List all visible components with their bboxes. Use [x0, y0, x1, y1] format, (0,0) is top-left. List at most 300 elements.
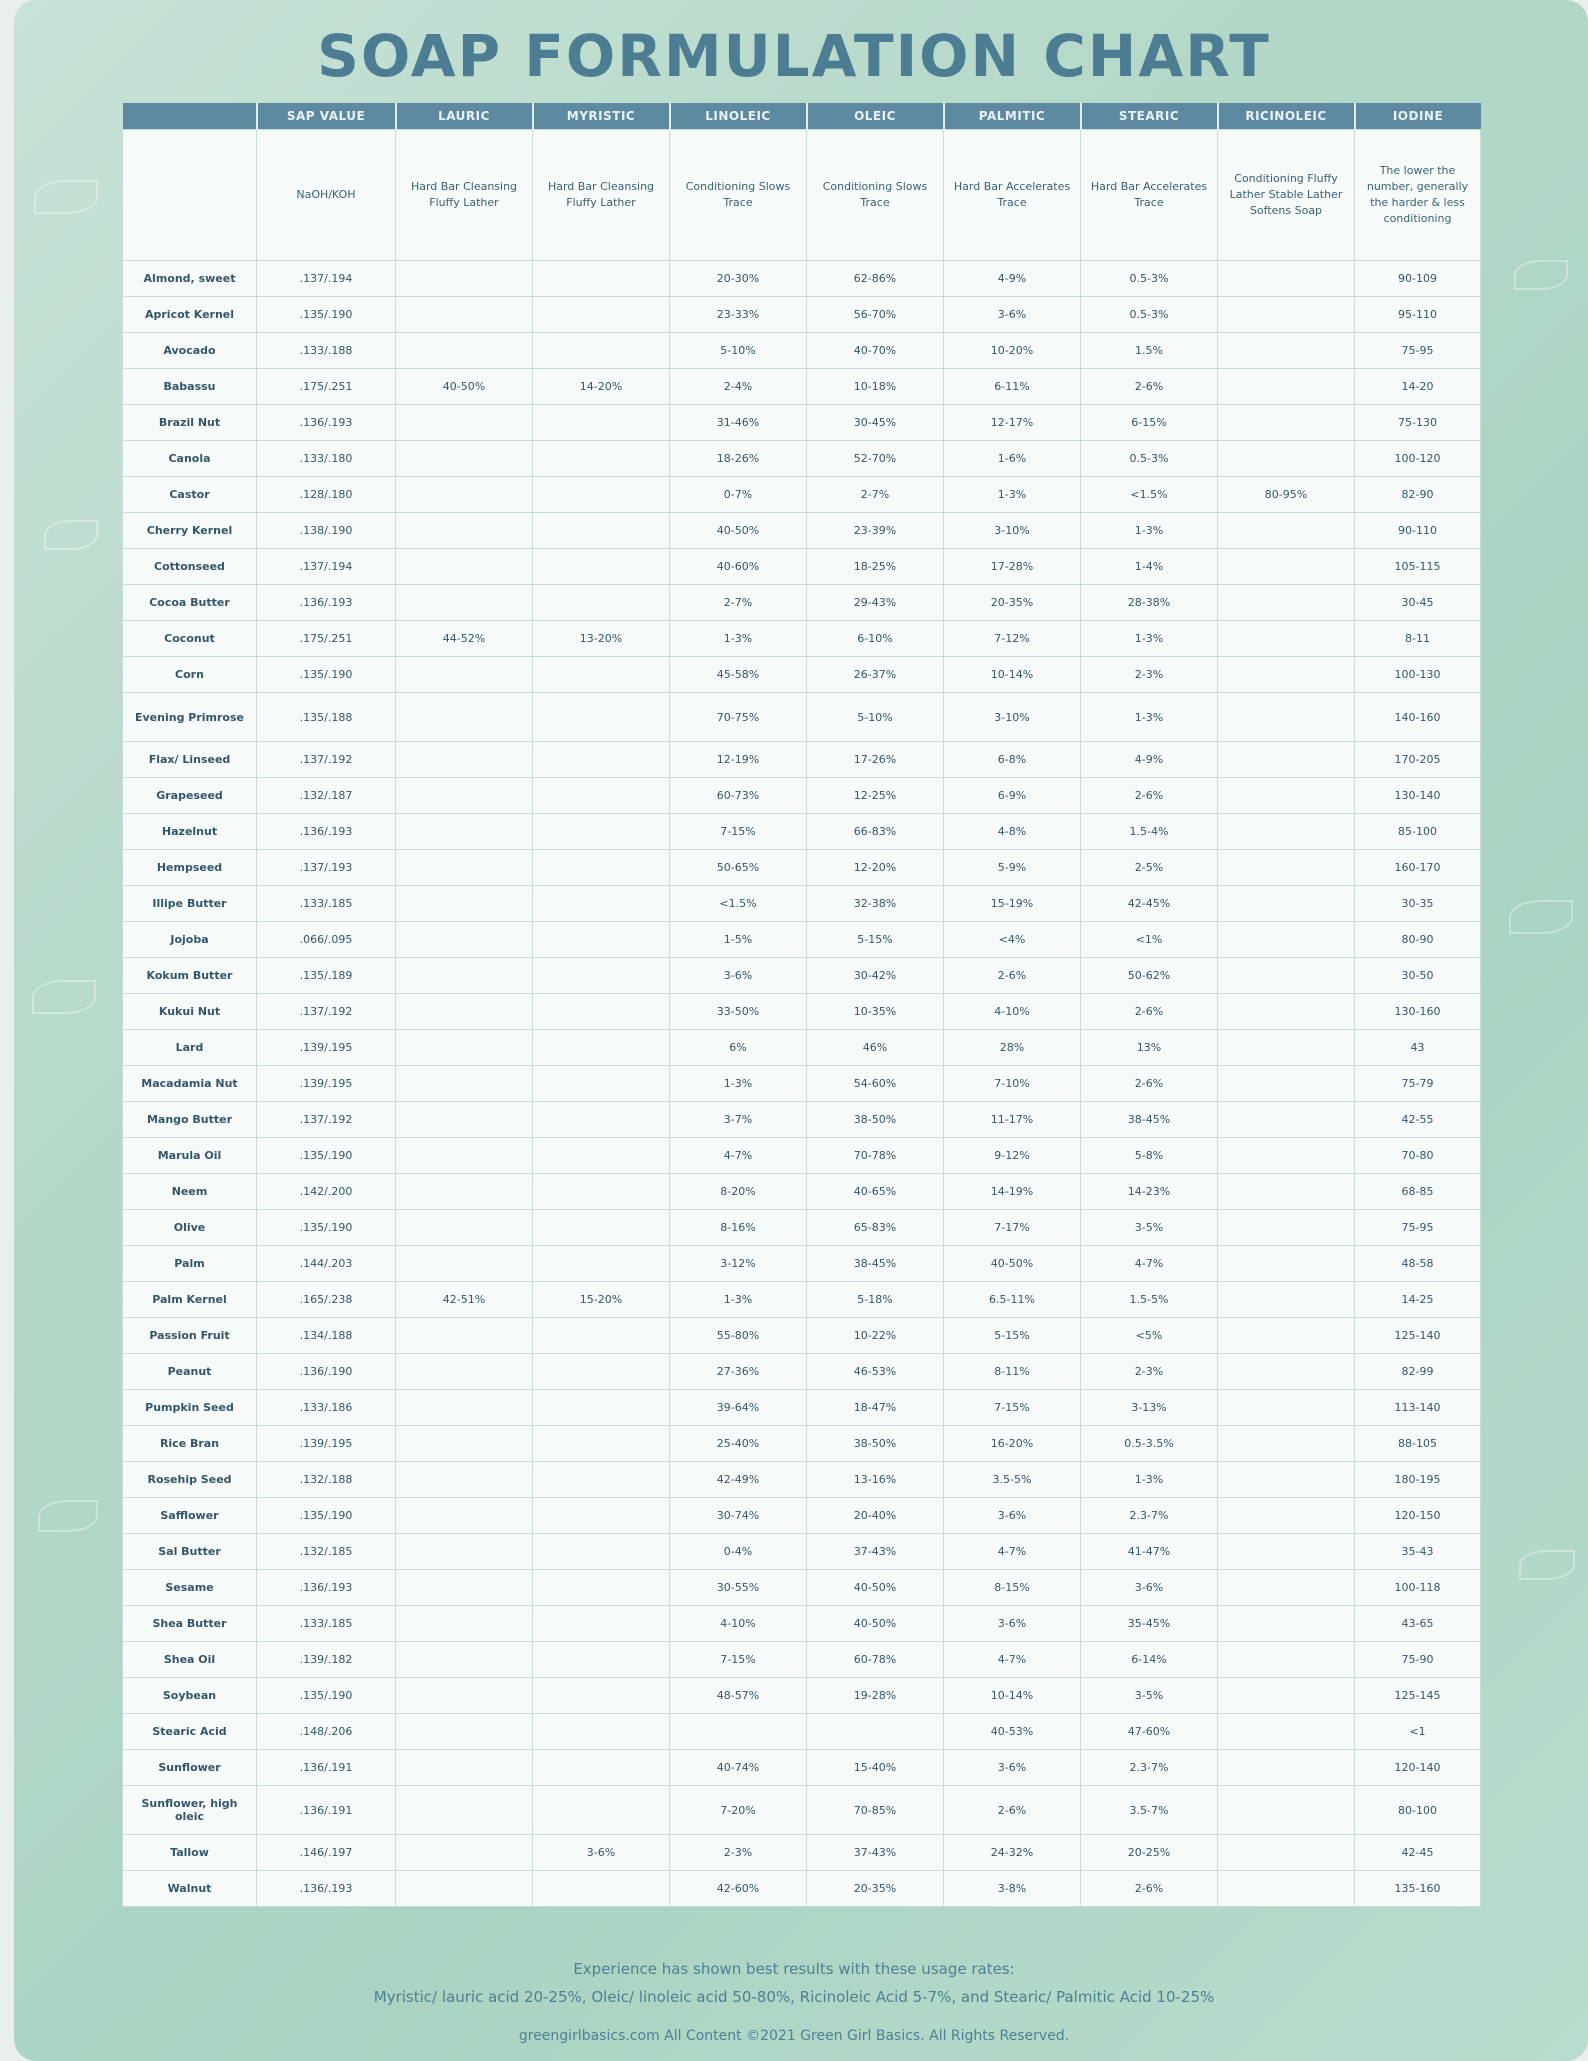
value-cell: .138/.190 — [257, 513, 396, 549]
formulation-table — [122, 103, 1481, 1907]
value-cell — [1218, 1138, 1355, 1174]
leaf-decoration — [38, 1500, 98, 1532]
value-cell — [533, 886, 670, 922]
value-cell: 9-12% — [944, 1138, 1081, 1174]
description-cell: Conditioning Slows Trace — [670, 130, 807, 261]
value-cell: 5-15% — [944, 1318, 1081, 1354]
value-cell: 13% — [1081, 1030, 1218, 1066]
value-cell: 30-45% — [807, 405, 944, 441]
value-cell: 46% — [807, 1030, 944, 1066]
value-cell: 28% — [944, 1030, 1081, 1066]
value-cell — [533, 297, 670, 333]
value-cell: .133/.186 — [257, 1390, 396, 1426]
value-cell: 7-20% — [670, 1786, 807, 1835]
value-cell — [396, 333, 533, 369]
value-cell — [396, 1750, 533, 1786]
value-cell: 1.5-5% — [1081, 1282, 1218, 1318]
oil-name-cell: Evening Primrose — [123, 693, 257, 742]
value-cell — [396, 405, 533, 441]
oil-name-cell: Shea Butter — [123, 1606, 257, 1642]
leaf-decoration — [1519, 1550, 1575, 1580]
value-cell: .139/.195 — [257, 1030, 396, 1066]
value-cell: 75-95 — [1355, 333, 1481, 369]
value-cell: 24-32% — [944, 1835, 1081, 1871]
value-cell: 125-140 — [1355, 1318, 1481, 1354]
value-cell: .137/.193 — [257, 850, 396, 886]
value-cell: 7-17% — [944, 1210, 1081, 1246]
value-cell: 13-16% — [807, 1462, 944, 1498]
value-cell: 3-6% — [1081, 1570, 1218, 1606]
value-cell — [396, 1534, 533, 1570]
value-cell: 80-90 — [1355, 922, 1481, 958]
value-cell — [533, 585, 670, 621]
value-cell: 2-6% — [944, 958, 1081, 994]
value-cell: 5-10% — [807, 693, 944, 742]
table-row — [123, 1835, 1481, 1871]
value-cell: .137/.192 — [257, 742, 396, 778]
table-row — [123, 405, 1481, 441]
value-cell: 20-30% — [670, 261, 807, 297]
value-cell — [396, 1786, 533, 1835]
value-cell — [1218, 1714, 1355, 1750]
value-cell: 30-55% — [670, 1570, 807, 1606]
value-cell: .135/.190 — [257, 1678, 396, 1714]
value-cell — [396, 1030, 533, 1066]
value-cell: 38-50% — [807, 1102, 944, 1138]
value-cell: .136/.193 — [257, 814, 396, 850]
value-cell: 42-45 — [1355, 1835, 1481, 1871]
value-cell: 12-25% — [807, 778, 944, 814]
oil-name-cell: Apricot Kernel — [123, 297, 257, 333]
value-cell: 33-50% — [670, 994, 807, 1030]
value-cell — [1218, 1210, 1355, 1246]
value-cell — [1218, 1066, 1355, 1102]
value-cell: 2-7% — [807, 477, 944, 513]
oil-name-cell: Avocado — [123, 333, 257, 369]
value-cell — [533, 1390, 670, 1426]
value-cell — [396, 1102, 533, 1138]
value-cell: 30-45 — [1355, 585, 1481, 621]
table-row — [123, 994, 1481, 1030]
leaf-decoration — [44, 520, 98, 550]
description-cell — [123, 130, 257, 261]
value-cell: .142/.200 — [257, 1174, 396, 1210]
table-row — [123, 1606, 1481, 1642]
value-cell — [396, 1642, 533, 1678]
footer-usage-rates: Myristic/ lauric acid 20-25%, Oleic/ linoleic acid 50-80%, Ricinoleic Acid 5-7%, and Stearic/ Palmitic Acid 10-25% — [373, 1988, 1215, 2006]
value-cell: 4-7% — [1081, 1246, 1218, 1282]
value-cell: 1-3% — [1081, 1462, 1218, 1498]
value-cell: 0.5-3% — [1081, 297, 1218, 333]
oil-name-cell: Palm Kernel — [123, 1282, 257, 1318]
value-cell — [396, 742, 533, 778]
value-cell: 15-40% — [807, 1750, 944, 1786]
table-row — [123, 297, 1481, 333]
value-cell — [533, 994, 670, 1030]
value-cell: 75-130 — [1355, 405, 1481, 441]
oil-name-cell: Pumpkin Seed — [123, 1390, 257, 1426]
value-cell — [533, 1318, 670, 1354]
value-cell: 40-50% — [807, 1570, 944, 1606]
table-row — [123, 1138, 1481, 1174]
table-row — [123, 1066, 1481, 1102]
table-row — [123, 1534, 1481, 1570]
column-header: LINOLEIC — [670, 103, 807, 130]
value-cell: 75-90 — [1355, 1642, 1481, 1678]
value-cell: 5-10% — [670, 333, 807, 369]
table-row — [123, 814, 1481, 850]
value-cell: 3-6% — [944, 297, 1081, 333]
value-cell: 6-10% — [807, 621, 944, 657]
value-cell — [1218, 1354, 1355, 1390]
value-cell: 52-70% — [807, 441, 944, 477]
value-cell — [396, 693, 533, 742]
value-cell — [807, 1714, 944, 1750]
table-row — [123, 513, 1481, 549]
value-cell — [396, 814, 533, 850]
value-cell — [1218, 1750, 1355, 1786]
value-cell: 88-105 — [1355, 1426, 1481, 1462]
value-cell: 70-85% — [807, 1786, 944, 1835]
value-cell — [396, 1462, 533, 1498]
value-cell: 2-6% — [1081, 369, 1218, 405]
value-cell: 10-35% — [807, 994, 944, 1030]
value-cell: .136/.193 — [257, 1570, 396, 1606]
value-cell: 23-39% — [807, 513, 944, 549]
value-cell: 40-50% — [670, 513, 807, 549]
oil-name-cell: Flax/ Linseed — [123, 742, 257, 778]
value-cell: 0-4% — [670, 1534, 807, 1570]
value-cell: <1 — [1355, 1714, 1481, 1750]
value-cell — [396, 1390, 533, 1426]
oil-name-cell: Hazelnut — [123, 814, 257, 850]
value-cell: 38-50% — [807, 1426, 944, 1462]
table-row — [123, 1102, 1481, 1138]
oil-name-cell: Kukui Nut — [123, 994, 257, 1030]
value-cell: 8-11 — [1355, 621, 1481, 657]
value-cell — [533, 477, 670, 513]
table-row — [123, 1462, 1481, 1498]
value-cell: 4-7% — [944, 1534, 1081, 1570]
value-cell: 14-25 — [1355, 1282, 1481, 1318]
value-cell — [533, 1678, 670, 1714]
value-cell — [1218, 621, 1355, 657]
value-cell: 100-130 — [1355, 657, 1481, 693]
oil-name-cell: Rosehip Seed — [123, 1462, 257, 1498]
value-cell: 3-6% — [944, 1606, 1081, 1642]
value-cell — [1218, 922, 1355, 958]
oil-name-cell: Lard — [123, 1030, 257, 1066]
value-cell — [1218, 1246, 1355, 1282]
column-header: SAP VALUE — [257, 103, 396, 130]
value-cell: .137/.194 — [257, 549, 396, 585]
value-cell: 10-14% — [944, 1678, 1081, 1714]
value-cell: 48-58 — [1355, 1246, 1481, 1282]
value-cell — [533, 1138, 670, 1174]
value-cell: 2-6% — [944, 1786, 1081, 1835]
value-cell: 1-3% — [670, 1282, 807, 1318]
oil-name-cell: Sesame — [123, 1570, 257, 1606]
value-cell: 30-42% — [807, 958, 944, 994]
page-title: SOAP FORMULATION CHART — [317, 22, 1271, 90]
value-cell — [396, 994, 533, 1030]
value-cell: 3-6% — [944, 1750, 1081, 1786]
description-cell: Hard Bar Cleansing Fluffy Lather — [533, 130, 670, 261]
value-cell: 40-53% — [944, 1714, 1081, 1750]
table-row — [123, 886, 1481, 922]
value-cell — [533, 850, 670, 886]
value-cell: 25-40% — [670, 1426, 807, 1462]
value-cell: 17-28% — [944, 549, 1081, 585]
oil-name-cell: Cherry Kernel — [123, 513, 257, 549]
value-cell: 40-50% — [396, 369, 533, 405]
value-cell — [1218, 405, 1355, 441]
value-cell: .132/.185 — [257, 1534, 396, 1570]
value-cell: 43-65 — [1355, 1606, 1481, 1642]
value-cell — [1218, 1390, 1355, 1426]
value-cell: 39-64% — [670, 1390, 807, 1426]
value-cell: 38-45% — [807, 1246, 944, 1282]
value-cell: 4-7% — [670, 1138, 807, 1174]
oil-name-cell: Marula Oil — [123, 1138, 257, 1174]
table-row — [123, 1390, 1481, 1426]
value-cell — [533, 1462, 670, 1498]
value-cell — [533, 1714, 670, 1750]
value-cell — [1218, 369, 1355, 405]
description-row — [123, 130, 1481, 261]
description-cell: Hard Bar Accelerates Trace — [1081, 130, 1218, 261]
value-cell — [1218, 850, 1355, 886]
oil-name-cell: Illipe Butter — [123, 886, 257, 922]
value-cell: 2-6% — [1081, 1871, 1218, 1907]
value-cell — [533, 1534, 670, 1570]
value-cell: .135/.188 — [257, 693, 396, 742]
value-cell: 10-20% — [944, 333, 1081, 369]
oil-name-cell: Sunflower, high oleic — [123, 1786, 257, 1835]
value-cell: 2-6% — [1081, 994, 1218, 1030]
value-cell: 8-20% — [670, 1174, 807, 1210]
value-cell: 4-10% — [944, 994, 1081, 1030]
value-cell: 14-19% — [944, 1174, 1081, 1210]
value-cell: 7-15% — [670, 1642, 807, 1678]
value-cell — [533, 1246, 670, 1282]
value-cell: .175/.251 — [257, 369, 396, 405]
value-cell: .137/.194 — [257, 261, 396, 297]
value-cell: 2-5% — [1081, 850, 1218, 886]
value-cell: 42-51% — [396, 1282, 533, 1318]
column-header: MYRISTIC — [533, 103, 670, 130]
value-cell: 38-45% — [1081, 1102, 1218, 1138]
value-cell: .135/.190 — [257, 1210, 396, 1246]
value-cell: <4% — [944, 922, 1081, 958]
value-cell: 2-6% — [1081, 1066, 1218, 1102]
value-cell — [1218, 693, 1355, 742]
value-cell — [533, 333, 670, 369]
value-cell: 125-145 — [1355, 1678, 1481, 1714]
value-cell: 105-115 — [1355, 549, 1481, 585]
value-cell: 56-70% — [807, 297, 944, 333]
formulation-table-container — [122, 103, 1480, 1907]
value-cell: 3-5% — [1081, 1210, 1218, 1246]
value-cell: 60-73% — [670, 778, 807, 814]
value-cell — [1218, 1318, 1355, 1354]
leaf-decoration — [1509, 900, 1573, 934]
oil-name-cell: Kokum Butter — [123, 958, 257, 994]
value-cell — [1218, 1534, 1355, 1570]
value-cell: 0.5-3% — [1081, 261, 1218, 297]
value-cell — [533, 742, 670, 778]
oil-name-cell: Almond, sweet — [123, 261, 257, 297]
value-cell: 29-43% — [807, 585, 944, 621]
table-row — [123, 778, 1481, 814]
value-cell — [533, 513, 670, 549]
value-cell — [1218, 958, 1355, 994]
value-cell: 2.3-7% — [1081, 1498, 1218, 1534]
value-cell: .132/.187 — [257, 778, 396, 814]
value-cell — [533, 1102, 670, 1138]
value-cell: 95-110 — [1355, 297, 1481, 333]
value-cell — [533, 958, 670, 994]
value-cell: 3-6% — [670, 958, 807, 994]
leaf-decoration — [1514, 260, 1568, 290]
value-cell: 40-65% — [807, 1174, 944, 1210]
table-body — [123, 130, 1481, 1907]
value-cell: 82-99 — [1355, 1354, 1481, 1390]
value-cell: 170-205 — [1355, 742, 1481, 778]
value-cell: 2-7% — [670, 585, 807, 621]
value-cell: <1.5% — [670, 886, 807, 922]
value-cell — [396, 1066, 533, 1102]
value-cell — [533, 1606, 670, 1642]
value-cell: 37-43% — [807, 1534, 944, 1570]
value-cell: 14-20% — [533, 369, 670, 405]
value-cell: 2-3% — [1081, 657, 1218, 693]
description-cell: Hard Bar Cleansing Fluffy Lather — [396, 130, 533, 261]
value-cell: 31-46% — [670, 405, 807, 441]
value-cell: 3.5-5% — [944, 1462, 1081, 1498]
table-row — [123, 1498, 1481, 1534]
leaf-decoration — [32, 980, 96, 1014]
oil-name-cell: Brazil Nut — [123, 405, 257, 441]
oil-name-cell: Olive — [123, 1210, 257, 1246]
value-cell: 120-150 — [1355, 1498, 1481, 1534]
value-cell: 2-4% — [670, 369, 807, 405]
value-cell: 41-47% — [1081, 1534, 1218, 1570]
value-cell: 5-9% — [944, 850, 1081, 886]
value-cell — [1218, 1678, 1355, 1714]
value-cell: 5-8% — [1081, 1138, 1218, 1174]
description-cell: Hard Bar Accelerates Trace — [944, 130, 1081, 261]
value-cell — [533, 1570, 670, 1606]
value-cell: 4-9% — [944, 261, 1081, 297]
table-row — [123, 1210, 1481, 1246]
value-cell — [1218, 261, 1355, 297]
value-cell: <5% — [1081, 1318, 1218, 1354]
value-cell: 35-45% — [1081, 1606, 1218, 1642]
value-cell — [533, 693, 670, 742]
value-cell: 26-37% — [807, 657, 944, 693]
value-cell: 120-140 — [1355, 1750, 1481, 1786]
value-cell: 8-15% — [944, 1570, 1081, 1606]
value-cell: .137/.192 — [257, 1102, 396, 1138]
value-cell — [533, 1030, 670, 1066]
value-cell: 27-36% — [670, 1354, 807, 1390]
value-cell: 35-43 — [1355, 1534, 1481, 1570]
value-cell: 62-86% — [807, 261, 944, 297]
value-cell: .139/.182 — [257, 1642, 396, 1678]
oil-name-cell: Neem — [123, 1174, 257, 1210]
value-cell: 6-8% — [944, 742, 1081, 778]
value-cell: .135/.190 — [257, 657, 396, 693]
value-cell — [396, 657, 533, 693]
value-cell — [533, 441, 670, 477]
table-row — [123, 1642, 1481, 1678]
description-cell: Conditioning Fluffy Lather Stable Lather Softens Soap — [1218, 130, 1355, 261]
value-cell: 140-160 — [1355, 693, 1481, 742]
value-cell: 32-38% — [807, 886, 944, 922]
value-cell: .139/.195 — [257, 1066, 396, 1102]
value-cell — [396, 1714, 533, 1750]
value-cell: .133/.185 — [257, 886, 396, 922]
value-cell — [396, 297, 533, 333]
value-cell: 17-26% — [807, 742, 944, 778]
value-cell — [533, 1426, 670, 1462]
value-cell: 66-83% — [807, 814, 944, 850]
value-cell: 42-49% — [670, 1462, 807, 1498]
table-row — [123, 1174, 1481, 1210]
value-cell: 3-12% — [670, 1246, 807, 1282]
value-cell — [533, 1174, 670, 1210]
value-cell — [533, 814, 670, 850]
value-cell: 18-47% — [807, 1390, 944, 1426]
footer-copyright: greengirlbasics.com All Content ©2021 Green Girl Basics. All Rights Reserved. — [518, 2028, 1070, 2044]
value-cell: 1-3% — [670, 621, 807, 657]
value-cell: 16-20% — [944, 1426, 1081, 1462]
value-cell — [533, 1354, 670, 1390]
value-cell: 30-35 — [1355, 886, 1481, 922]
value-cell: .136/.191 — [257, 1786, 396, 1835]
oil-name-cell: Grapeseed — [123, 778, 257, 814]
description-cell: The lower the number, generally the harder & less conditioning — [1355, 130, 1481, 261]
value-cell — [533, 1750, 670, 1786]
value-cell — [533, 1498, 670, 1534]
value-cell — [533, 657, 670, 693]
value-cell: .136/.193 — [257, 1871, 396, 1907]
value-cell — [396, 1835, 533, 1871]
column-header: PALMITIC — [944, 103, 1081, 130]
value-cell — [1218, 814, 1355, 850]
value-cell — [670, 1714, 807, 1750]
value-cell: 5-15% — [807, 922, 944, 958]
value-cell — [1218, 1871, 1355, 1907]
value-cell — [1218, 513, 1355, 549]
value-cell: 44-52% — [396, 621, 533, 657]
oil-name-cell: Hempseed — [123, 850, 257, 886]
value-cell — [1218, 1498, 1355, 1534]
value-cell: 18-26% — [670, 441, 807, 477]
table-row — [123, 333, 1481, 369]
table-row — [123, 477, 1481, 513]
value-cell: .146/.197 — [257, 1835, 396, 1871]
value-cell: 13-20% — [533, 621, 670, 657]
value-cell — [1218, 886, 1355, 922]
value-cell: .133/.185 — [257, 1606, 396, 1642]
value-cell: 12-20% — [807, 850, 944, 886]
value-cell — [396, 778, 533, 814]
value-cell — [396, 886, 533, 922]
oil-name-cell: Rice Bran — [123, 1426, 257, 1462]
value-cell — [1218, 1835, 1355, 1871]
